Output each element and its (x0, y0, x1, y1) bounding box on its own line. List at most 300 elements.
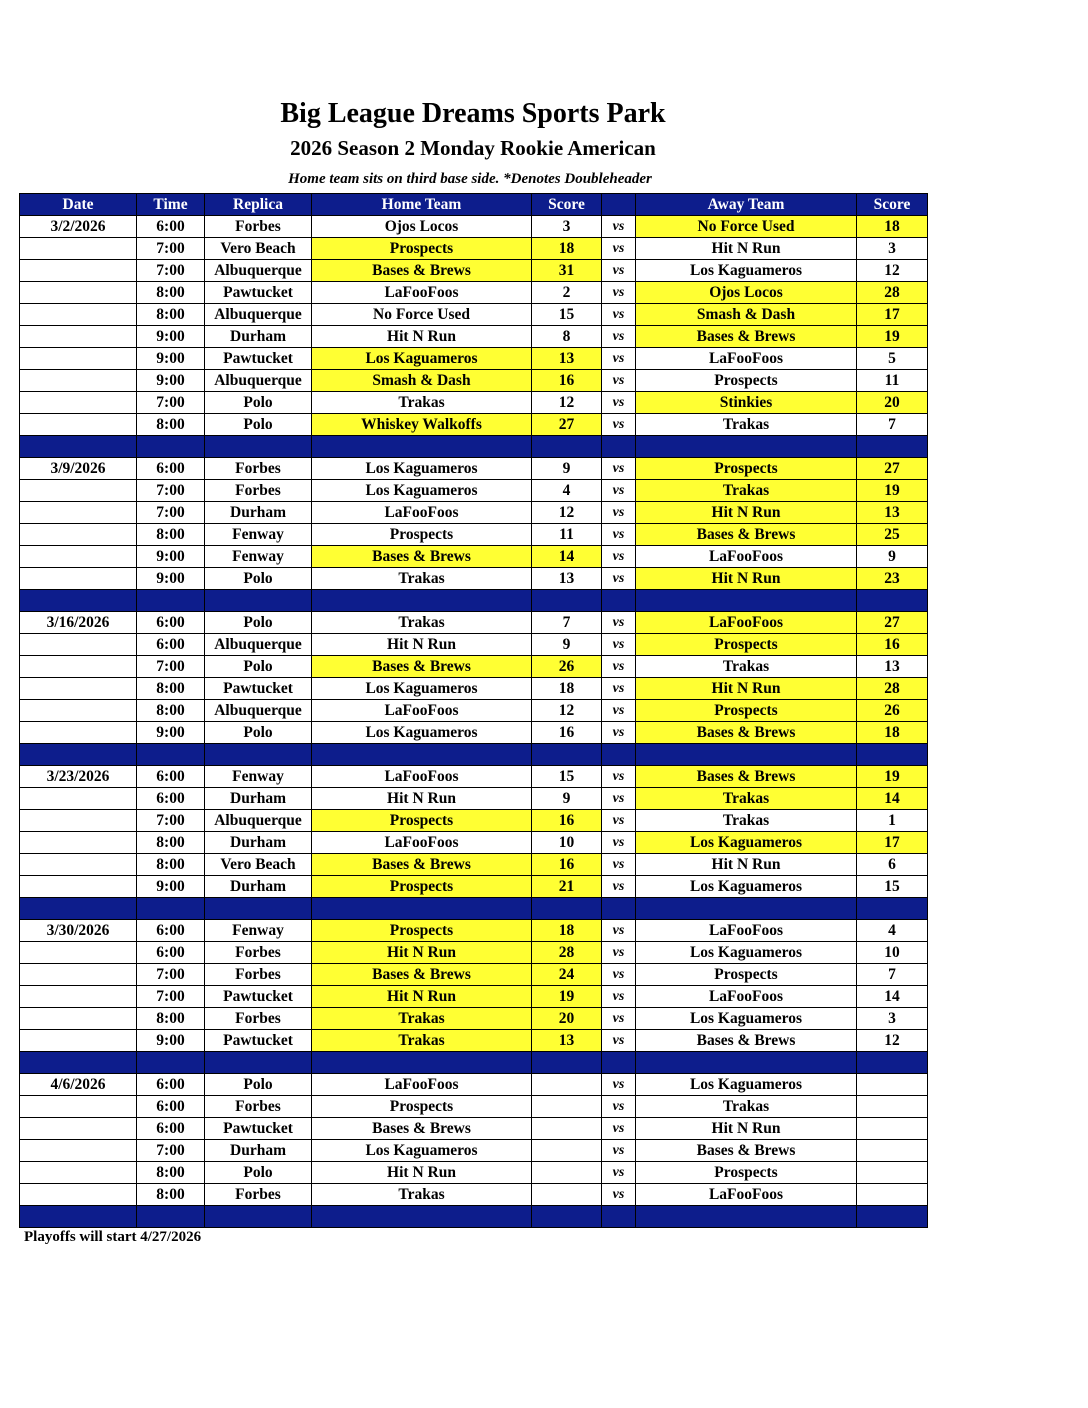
home-score-cell (532, 1140, 602, 1162)
home-score-cell: 18 (532, 238, 602, 260)
game-row (20, 1096, 928, 1118)
home-score-cell: 18 (532, 678, 602, 700)
vs-cell: vs (602, 1030, 636, 1052)
away-team-cell: Prospects (636, 700, 857, 722)
field-cell: Vero Beach (205, 854, 312, 876)
away-team-cell: Trakas (636, 414, 857, 436)
vs-cell: vs (602, 1140, 636, 1162)
home-score-cell: 12 (532, 700, 602, 722)
away-score-cell: 19 (857, 326, 928, 348)
game-row (20, 304, 928, 326)
home-team-cell: Los Kaguameros (312, 722, 532, 744)
time-cell: 9:00 (137, 722, 205, 744)
date-cell (20, 326, 137, 348)
vs-cell: vs (602, 480, 636, 502)
separator-cell (312, 1206, 532, 1228)
col-header-time: Time (137, 194, 205, 216)
game-row (20, 986, 928, 1008)
home-score-cell: 13 (532, 1030, 602, 1052)
separator-cell (636, 590, 857, 612)
away-team-cell: Trakas (636, 788, 857, 810)
away-score-cell (857, 1074, 928, 1096)
field-cell: Fenway (205, 766, 312, 788)
separator-cell (636, 1052, 857, 1074)
home-score-cell: 19 (532, 986, 602, 1008)
home-score-cell: 16 (532, 370, 602, 392)
away-score-cell: 17 (857, 832, 928, 854)
separator-cell (532, 1052, 602, 1074)
separator-cell (857, 744, 928, 766)
separator-cell (20, 590, 137, 612)
time-cell: 6:00 (137, 920, 205, 942)
away-score-cell: 25 (857, 524, 928, 546)
field-cell: Forbes (205, 458, 312, 480)
field-cell: Polo (205, 568, 312, 590)
away-team-cell: Prospects (636, 1162, 857, 1184)
game-row (20, 876, 928, 898)
date-cell (20, 260, 137, 282)
home-team-cell: Hit N Run (312, 634, 532, 656)
field-cell: Forbes (205, 942, 312, 964)
vs-cell: vs (602, 1008, 636, 1030)
separator-cell (137, 898, 205, 920)
vs-cell: vs (602, 810, 636, 832)
date-cell (20, 1162, 137, 1184)
vs-cell: vs (602, 788, 636, 810)
vs-cell: vs (602, 304, 636, 326)
date-cell (20, 854, 137, 876)
field-cell: Polo (205, 612, 312, 634)
vs-cell: vs (602, 1184, 636, 1206)
home-score-cell: 13 (532, 348, 602, 370)
playoffs-note: Playoffs will start 4/27/2026 (24, 1229, 202, 1245)
away-team-cell: Bases & Brews (636, 524, 857, 546)
home-score-cell: 9 (532, 458, 602, 480)
date-cell: 3/30/2026 (20, 920, 137, 942)
home-team-cell: Hit N Run (312, 1162, 532, 1184)
vs-cell: vs (602, 392, 636, 414)
vs-cell: vs (602, 612, 636, 634)
date-cell (20, 1118, 137, 1140)
time-cell: 9:00 (137, 876, 205, 898)
time-cell: 8:00 (137, 1008, 205, 1030)
home-score-cell: 15 (532, 304, 602, 326)
game-row (20, 920, 928, 942)
away-score-cell: 7 (857, 414, 928, 436)
field-cell: Polo (205, 722, 312, 744)
vs-cell: vs (602, 260, 636, 282)
separator-cell (857, 590, 928, 612)
separator-cell (602, 744, 636, 766)
field-cell: Polo (205, 656, 312, 678)
home-team-cell: Bases & Brews (312, 964, 532, 986)
date-cell (20, 568, 137, 590)
week-separator (20, 590, 928, 612)
time-cell: 8:00 (137, 1162, 205, 1184)
away-score-cell: 28 (857, 678, 928, 700)
separator-cell (532, 744, 602, 766)
date-cell (20, 1184, 137, 1206)
game-row (20, 1184, 928, 1206)
time-cell: 6:00 (137, 612, 205, 634)
game-row (20, 854, 928, 876)
away-team-cell: Prospects (636, 964, 857, 986)
home-team-cell: Prospects (312, 876, 532, 898)
game-row (20, 1118, 928, 1140)
separator-cell (137, 744, 205, 766)
time-cell: 7:00 (137, 392, 205, 414)
away-team-cell: Bases & Brews (636, 722, 857, 744)
separator-cell (602, 898, 636, 920)
home-team-cell: Hit N Run (312, 326, 532, 348)
away-score-cell: 19 (857, 766, 928, 788)
vs-cell: vs (602, 502, 636, 524)
date-cell (20, 348, 137, 370)
date-cell (20, 1140, 137, 1162)
vs-cell: vs (602, 942, 636, 964)
away-team-cell: Stinkies (636, 392, 857, 414)
time-cell: 9:00 (137, 370, 205, 392)
date-cell: 3/9/2026 (20, 458, 137, 480)
vs-cell: vs (602, 964, 636, 986)
away-score-cell: 13 (857, 656, 928, 678)
separator-cell (312, 744, 532, 766)
field-cell: Albuquerque (205, 370, 312, 392)
date-cell (20, 964, 137, 986)
away-score-cell: 10 (857, 942, 928, 964)
separator-cell (205, 436, 312, 458)
vs-cell: vs (602, 920, 636, 942)
vs-cell: vs (602, 986, 636, 1008)
away-team-cell: Bases & Brews (636, 326, 857, 348)
away-score-cell (857, 1096, 928, 1118)
away-team-cell: LaFooFoos (636, 546, 857, 568)
vs-cell: vs (602, 282, 636, 304)
date-cell (20, 1030, 137, 1052)
separator-cell (857, 1052, 928, 1074)
away-team-cell: LaFooFoos (636, 348, 857, 370)
separator-cell (636, 436, 857, 458)
game-row (20, 766, 928, 788)
date-cell: 3/2/2026 (20, 216, 137, 238)
col-header-replica: Replica (205, 194, 312, 216)
home-score-cell: 11 (532, 524, 602, 546)
home-score-cell: 8 (532, 326, 602, 348)
home-team-cell: Los Kaguameros (312, 1140, 532, 1162)
col-header-home-team: Home Team (312, 194, 532, 216)
vs-cell: vs (602, 766, 636, 788)
week-separator (20, 1052, 928, 1074)
date-cell (20, 524, 137, 546)
away-team-cell: Prospects (636, 634, 857, 656)
time-cell: 8:00 (137, 854, 205, 876)
home-score-cell: 12 (532, 502, 602, 524)
separator-cell (205, 898, 312, 920)
col-header-home-score: Score (532, 194, 602, 216)
home-team-cell: LaFooFoos (312, 832, 532, 854)
date-cell (20, 722, 137, 744)
game-row (20, 216, 928, 238)
vs-cell: vs (602, 722, 636, 744)
away-team-cell: Trakas (636, 810, 857, 832)
away-team-cell: LaFooFoos (636, 986, 857, 1008)
field-cell: Polo (205, 392, 312, 414)
game-row (20, 502, 928, 524)
game-row (20, 568, 928, 590)
away-team-cell: Los Kaguameros (636, 832, 857, 854)
away-team-cell: Smash & Dash (636, 304, 857, 326)
col-header-away-score: Score (857, 194, 928, 216)
away-score-cell: 12 (857, 1030, 928, 1052)
game-row (20, 348, 928, 370)
home-team-cell: Los Kaguameros (312, 678, 532, 700)
separator-cell (857, 436, 928, 458)
home-score-cell: 13 (532, 568, 602, 590)
date-cell (20, 546, 137, 568)
home-team-cell: No Force Used (312, 304, 532, 326)
week-separator (20, 744, 928, 766)
separator-cell (205, 744, 312, 766)
week-separator (20, 898, 928, 920)
field-cell: Forbes (205, 216, 312, 238)
home-score-cell: 28 (532, 942, 602, 964)
vs-cell: vs (602, 832, 636, 854)
separator-cell (20, 436, 137, 458)
field-cell: Durham (205, 876, 312, 898)
away-score-cell: 1 (857, 810, 928, 832)
time-cell: 7:00 (137, 502, 205, 524)
time-cell: 7:00 (137, 810, 205, 832)
home-team-cell: Hit N Run (312, 942, 532, 964)
game-row (20, 546, 928, 568)
home-team-cell: Prospects (312, 1096, 532, 1118)
home-team-cell: Prospects (312, 524, 532, 546)
separator-cell (20, 1052, 137, 1074)
away-team-cell: Los Kaguameros (636, 260, 857, 282)
game-row (20, 700, 928, 722)
away-score-cell: 18 (857, 722, 928, 744)
date-cell: 3/23/2026 (20, 766, 137, 788)
date-cell (20, 942, 137, 964)
away-score-cell: 23 (857, 568, 928, 590)
field-cell: Pawtucket (205, 986, 312, 1008)
game-row (20, 260, 928, 282)
col-header-date: Date (20, 194, 137, 216)
game-row (20, 1140, 928, 1162)
schedule-table (19, 193, 928, 1228)
away-score-cell: 27 (857, 458, 928, 480)
away-team-cell: Hit N Run (636, 1118, 857, 1140)
date-cell (20, 370, 137, 392)
time-cell: 6:00 (137, 1118, 205, 1140)
vs-cell: vs (602, 414, 636, 436)
home-score-cell: 31 (532, 260, 602, 282)
home-score-cell: 3 (532, 216, 602, 238)
separator-cell (636, 1206, 857, 1228)
away-score-cell: 28 (857, 282, 928, 304)
away-score-cell: 12 (857, 260, 928, 282)
game-row (20, 480, 928, 502)
home-team-cell: Los Kaguameros (312, 480, 532, 502)
time-cell: 6:00 (137, 216, 205, 238)
away-team-cell: Hit N Run (636, 238, 857, 260)
home-score-cell (532, 1184, 602, 1206)
away-team-cell: Hit N Run (636, 678, 857, 700)
time-cell: 9:00 (137, 326, 205, 348)
game-row (20, 282, 928, 304)
away-team-cell: LaFooFoos (636, 920, 857, 942)
vs-cell: vs (602, 1118, 636, 1140)
time-cell: 8:00 (137, 832, 205, 854)
game-row (20, 1030, 928, 1052)
field-cell: Albuquerque (205, 634, 312, 656)
separator-cell (857, 898, 928, 920)
field-cell: Forbes (205, 1008, 312, 1030)
field-cell: Forbes (205, 480, 312, 502)
away-score-cell (857, 1118, 928, 1140)
time-cell: 8:00 (137, 304, 205, 326)
separator-cell (312, 590, 532, 612)
home-score-cell: 4 (532, 480, 602, 502)
date-cell (20, 634, 137, 656)
home-team-cell: Trakas (312, 1008, 532, 1030)
game-row (20, 634, 928, 656)
home-score-cell: 16 (532, 854, 602, 876)
away-score-cell: 5 (857, 348, 928, 370)
home-team-cell: Trakas (312, 568, 532, 590)
home-team-cell: Ojos Locos (312, 216, 532, 238)
game-row (20, 788, 928, 810)
home-score-cell: 10 (532, 832, 602, 854)
home-team-cell: LaFooFoos (312, 700, 532, 722)
game-row (20, 238, 928, 260)
game-row (20, 942, 928, 964)
home-score-cell: 27 (532, 414, 602, 436)
home-score-cell (532, 1118, 602, 1140)
away-team-cell: Hit N Run (636, 568, 857, 590)
vs-cell: vs (602, 524, 636, 546)
home-team-cell: Bases & Brews (312, 546, 532, 568)
vs-cell: vs (602, 216, 636, 238)
separator-cell (137, 590, 205, 612)
game-row (20, 524, 928, 546)
separator-cell (205, 590, 312, 612)
time-cell: 9:00 (137, 568, 205, 590)
vs-cell: vs (602, 1074, 636, 1096)
schedule-body (20, 216, 928, 1228)
away-team-cell: Hit N Run (636, 502, 857, 524)
home-team-cell: Bases & Brews (312, 1118, 532, 1140)
field-cell: Fenway (205, 524, 312, 546)
home-score-cell: 9 (532, 634, 602, 656)
away-score-cell: 6 (857, 854, 928, 876)
separator-cell (312, 898, 532, 920)
field-cell: Albuquerque (205, 260, 312, 282)
header-row (20, 194, 928, 216)
time-cell: 7:00 (137, 656, 205, 678)
week-separator (20, 436, 928, 458)
away-team-cell: Bases & Brews (636, 1140, 857, 1162)
away-score-cell: 13 (857, 502, 928, 524)
separator-cell (532, 436, 602, 458)
separator-cell (205, 1206, 312, 1228)
week-separator (20, 1206, 928, 1228)
time-cell: 8:00 (137, 1184, 205, 1206)
date-cell (20, 656, 137, 678)
separator-cell (312, 436, 532, 458)
date-cell: 4/6/2026 (20, 1074, 137, 1096)
time-cell: 9:00 (137, 546, 205, 568)
home-score-cell: 21 (532, 876, 602, 898)
away-score-cell: 18 (857, 216, 928, 238)
home-team-cell: Bases & Brews (312, 260, 532, 282)
time-cell: 8:00 (137, 524, 205, 546)
field-cell: Pawtucket (205, 282, 312, 304)
time-cell: 7:00 (137, 480, 205, 502)
vs-cell: vs (602, 348, 636, 370)
home-score-cell: 9 (532, 788, 602, 810)
away-team-cell: Bases & Brews (636, 1030, 857, 1052)
field-cell: Albuquerque (205, 304, 312, 326)
field-cell: Vero Beach (205, 238, 312, 260)
field-cell: Pawtucket (205, 1030, 312, 1052)
game-row (20, 392, 928, 414)
separator-cell (20, 1206, 137, 1228)
home-team-cell: Los Kaguameros (312, 348, 532, 370)
away-score-cell: 7 (857, 964, 928, 986)
separator-cell (137, 1206, 205, 1228)
home-team-cell: Prospects (312, 238, 532, 260)
vs-cell: vs (602, 854, 636, 876)
away-team-cell: Ojos Locos (636, 282, 857, 304)
date-cell (20, 238, 137, 260)
game-row (20, 964, 928, 986)
col-header-vs (602, 194, 636, 216)
date-cell: 3/16/2026 (20, 612, 137, 634)
date-cell (20, 832, 137, 854)
time-cell: 6:00 (137, 1074, 205, 1096)
vs-cell: vs (602, 1096, 636, 1118)
away-score-cell (857, 1184, 928, 1206)
away-score-cell (857, 1162, 928, 1184)
field-cell: Polo (205, 1162, 312, 1184)
away-score-cell (857, 1140, 928, 1162)
vs-cell: vs (602, 634, 636, 656)
separator-cell (205, 1052, 312, 1074)
field-cell: Forbes (205, 1096, 312, 1118)
time-cell: 9:00 (137, 1030, 205, 1052)
vs-cell: vs (602, 656, 636, 678)
home-team-cell: LaFooFoos (312, 282, 532, 304)
time-cell: 7:00 (137, 986, 205, 1008)
date-cell (20, 810, 137, 832)
home-score-cell: 20 (532, 1008, 602, 1030)
away-score-cell: 14 (857, 788, 928, 810)
field-cell: Durham (205, 326, 312, 348)
field-cell: Albuquerque (205, 810, 312, 832)
game-row (20, 612, 928, 634)
home-score-cell: 16 (532, 722, 602, 744)
field-cell: Polo (205, 414, 312, 436)
time-cell: 6:00 (137, 458, 205, 480)
away-score-cell: 26 (857, 700, 928, 722)
vs-cell: vs (602, 876, 636, 898)
home-score-cell: 2 (532, 282, 602, 304)
vs-cell: vs (602, 238, 636, 260)
home-team-cell: Whiskey Walkoffs (312, 414, 532, 436)
date-cell (20, 1096, 137, 1118)
separator-cell (602, 1052, 636, 1074)
